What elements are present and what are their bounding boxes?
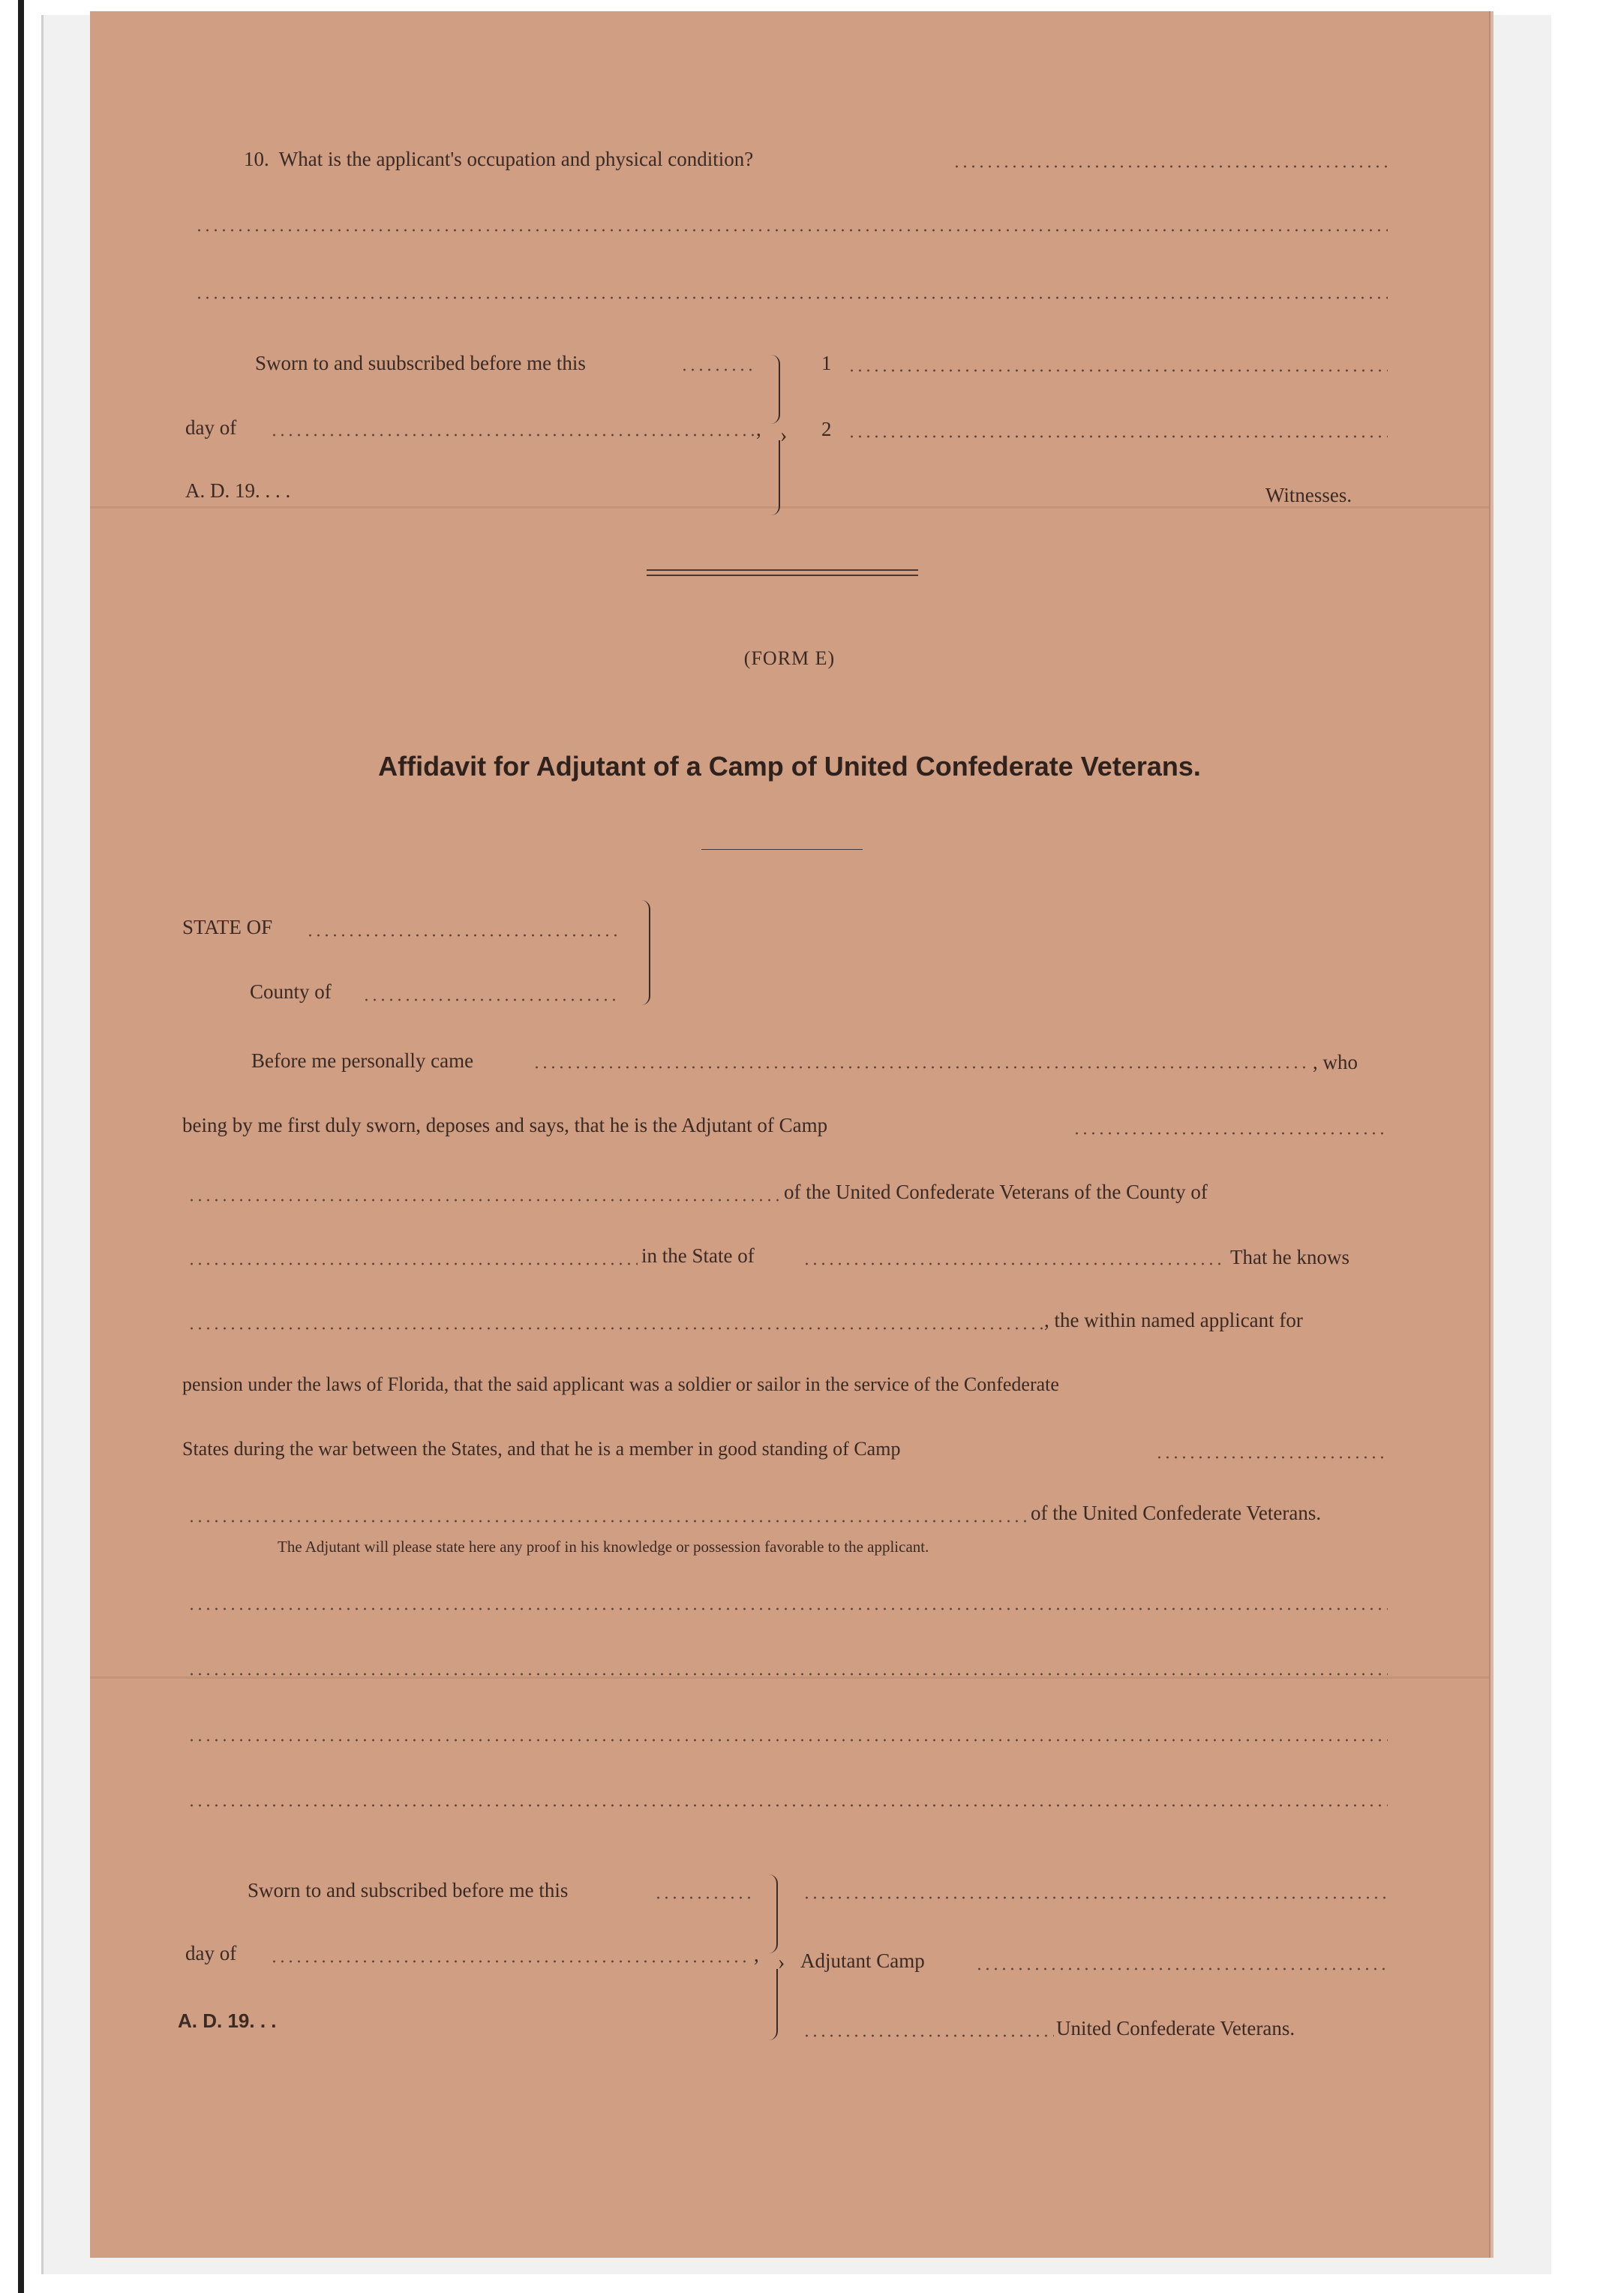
day-of-line[interactable]	[270, 1960, 750, 1963]
sworn-date-line[interactable]	[654, 1896, 752, 1899]
signature-line[interactable]	[803, 1896, 1388, 1899]
document-page	[90, 11, 1489, 2258]
paper-fold	[90, 1676, 1489, 1679]
answer-line[interactable]	[195, 229, 1388, 232]
affidavit-line-3: of the United Confederate Veterans of the County of	[784, 1181, 1208, 1203]
adjutant-camp-label: Adjutant Camp	[800, 1949, 925, 1972]
proof-line[interactable]	[188, 1804, 1388, 1807]
answer-line[interactable]	[953, 165, 1388, 168]
affidavit-line-5: , the within named applicant for	[1044, 1309, 1303, 1331]
brace-point: ›	[780, 424, 788, 447]
witness-1-line[interactable]	[848, 369, 1388, 372]
affidavit-line-8: of the United Confederate Veterans.	[1031, 1502, 1322, 1524]
that-he-knows-text: That he knows	[1230, 1246, 1349, 1268]
double-rule	[647, 575, 918, 576]
ad-year: A. D. 19. . . .	[185, 479, 291, 502]
brace-top	[769, 1874, 778, 1953]
day-of-label: day of	[185, 1942, 237, 1964]
sworn-statement: Sworn to and suubscribed before me this	[255, 352, 586, 374]
adjutant-camp-line[interactable]	[975, 1967, 1388, 1970]
affidavit-line-2: being by me first duly sworn, deposes and says, that he is the Adjutant of Camp	[182, 1114, 828, 1136]
instruction-text: The Adjutant will please state here any proof in his knowledge or possession favorable to the applicant.	[278, 1538, 929, 1556]
sworn-statement: Sworn to and subscribed before me this	[248, 1879, 569, 1901]
proof-line[interactable]	[188, 1739, 1388, 1742]
brace-bottom	[769, 1969, 778, 2040]
state-county-brace	[641, 900, 650, 1005]
double-rule	[647, 569, 918, 571]
day-of-label: day of	[185, 416, 237, 439]
applicant-name-line[interactable]	[188, 1327, 1043, 1330]
proof-line[interactable]	[188, 1607, 1388, 1610]
in-state-of-text: in the State of	[641, 1244, 755, 1267]
county-name-line[interactable]	[188, 1262, 638, 1265]
witness-2-line[interactable]	[848, 435, 1388, 438]
county-of-label: County of	[250, 980, 332, 1003]
brace-point: ›	[778, 1951, 785, 1974]
proof-line[interactable]	[188, 1673, 1388, 1676]
witness-2-number: 2	[821, 418, 832, 440]
ad-year: A. D. 19. . .	[178, 2009, 277, 2032]
form-title: Affidavit for Adjutant of a Camp of United Confederate Veterans.	[378, 751, 1201, 782]
sworn-date-line[interactable]	[680, 368, 752, 371]
brace-top	[771, 355, 780, 424]
witnesses-label: Witnesses.	[1265, 484, 1352, 506]
brace-bottom	[771, 440, 780, 515]
camp-line[interactable]	[1073, 1132, 1388, 1135]
state-line[interactable]	[306, 934, 621, 937]
day-of-line[interactable]	[270, 434, 754, 437]
question-10: 10. What is the applicant's occupation and physical condition?	[244, 148, 754, 170]
answer-line[interactable]	[195, 296, 1388, 299]
member-camp-line-2[interactable]	[188, 1520, 1028, 1523]
comma: ,	[754, 1943, 759, 1966]
camp-line-2[interactable]	[188, 1199, 780, 1202]
state-of-label: STATE OF	[182, 916, 273, 938]
state-name-line[interactable]	[803, 1262, 1223, 1265]
form-label: (FORM E)	[743, 647, 836, 669]
member-camp-line[interactable]	[1155, 1456, 1388, 1459]
comma: ,	[756, 418, 761, 440]
who-text: , who	[1313, 1051, 1358, 1073]
county-line[interactable]	[362, 998, 621, 1001]
ucv-label: United Confederate Veterans.	[1056, 2017, 1295, 2039]
ucv-camp-line[interactable]	[803, 2034, 1054, 2037]
affidavit-line-6: pension under the laws of Florida, that the said applicant was a soldier or sailor in the service of the Confederate	[182, 1373, 1059, 1395]
affidavit-line-7: States during the war between the States, and that he is a member in good standing of Camp	[182, 1438, 901, 1460]
before-me-text: Before me personally came	[251, 1049, 474, 1072]
scan-border	[18, 0, 24, 2293]
title-rule	[701, 849, 863, 850]
affiant-name-line[interactable]	[533, 1066, 1310, 1069]
witness-1-number: 1	[821, 352, 832, 374]
